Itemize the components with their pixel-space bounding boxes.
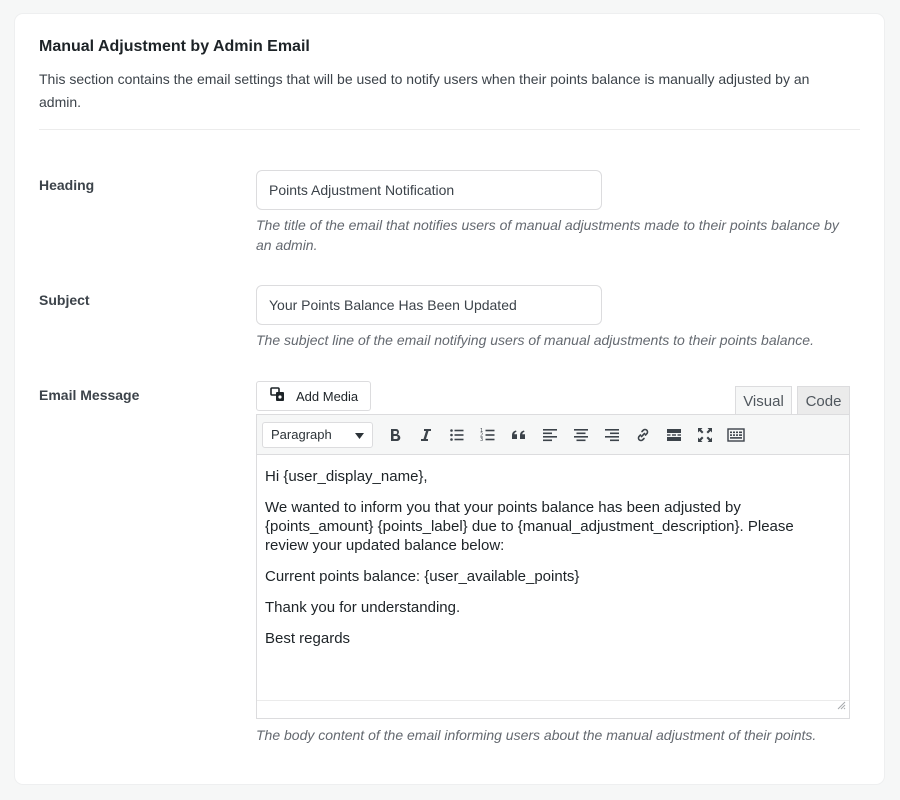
fullscreen-icon[interactable] [689, 420, 720, 450]
svg-text:3: 3 [479, 436, 483, 443]
email-message-help: The body content of the email informing users about the manual adjustment of their points. [256, 727, 817, 743]
tab-code[interactable]: Code [797, 386, 850, 415]
message-paragraph: Hi {user_display_name}, [265, 468, 428, 485]
tab-visual[interactable]: Visual [735, 386, 792, 415]
align-right-icon[interactable] [596, 420, 627, 450]
blockquote-icon[interactable] [503, 420, 534, 450]
paragraph-format-select[interactable] [262, 422, 373, 448]
subject-help: The subject line of the email notifying users of manual adjustments to their points balance. [256, 332, 814, 348]
read-more-icon[interactable] [658, 420, 689, 450]
resize-handle-icon[interactable] [836, 697, 846, 715]
italic-icon[interactable] [410, 420, 441, 450]
align-center-icon[interactable] [565, 420, 596, 450]
add-media-label: Add Media [296, 388, 359, 404]
subject-label: Subject [39, 292, 90, 308]
editor-toolbar [257, 415, 849, 455]
link-icon[interactable] [627, 420, 658, 450]
chevron-down-icon [355, 427, 364, 442]
bold-icon[interactable] [379, 420, 410, 450]
subject-input[interactable] [256, 285, 602, 325]
numbered-list-icon[interactable] [472, 420, 503, 450]
toolbar-toggle-icon[interactable] [720, 420, 751, 450]
align-left-icon[interactable] [534, 420, 565, 450]
section-title: Manual Adjustment by Admin Email [39, 38, 310, 55]
section-divider [39, 129, 860, 130]
add-media-icon [269, 386, 287, 407]
heading-help: The title of the email that notifies users of manual adjustments made to their points balance by an admin. [256, 217, 839, 253]
message-paragraph: We wanted to inform you that your points balance has been adjusted by {points_amount} {points_label} due to {manual_adjustment_description}. Please review your updated balance below: [265, 499, 794, 554]
message-paragraph: Current points balance: {user_available_points} [265, 568, 580, 585]
editor-status-bar [257, 700, 849, 718]
message-paragraph: Thank you for understanding. [265, 599, 461, 616]
heading-label: Heading [39, 177, 95, 193]
format-select-value: Paragraph [271, 427, 332, 442]
email-message-editor [256, 414, 850, 719]
heading-input[interactable] [256, 170, 602, 210]
message-paragraph: Best regards [265, 630, 351, 647]
svg-text:1: 1 [479, 427, 483, 434]
bullet-list-icon[interactable] [441, 420, 472, 450]
email-message-label: Email Message [39, 387, 140, 403]
settings-card [15, 14, 884, 784]
add-media-button[interactable] [256, 381, 371, 411]
email-message-content[interactable] [257, 455, 849, 700]
svg-text:2: 2 [479, 432, 483, 438]
section-description: This section contains the email settings that will be used to notify users when their points balance is manually adjusted by an admin. [39, 71, 810, 110]
